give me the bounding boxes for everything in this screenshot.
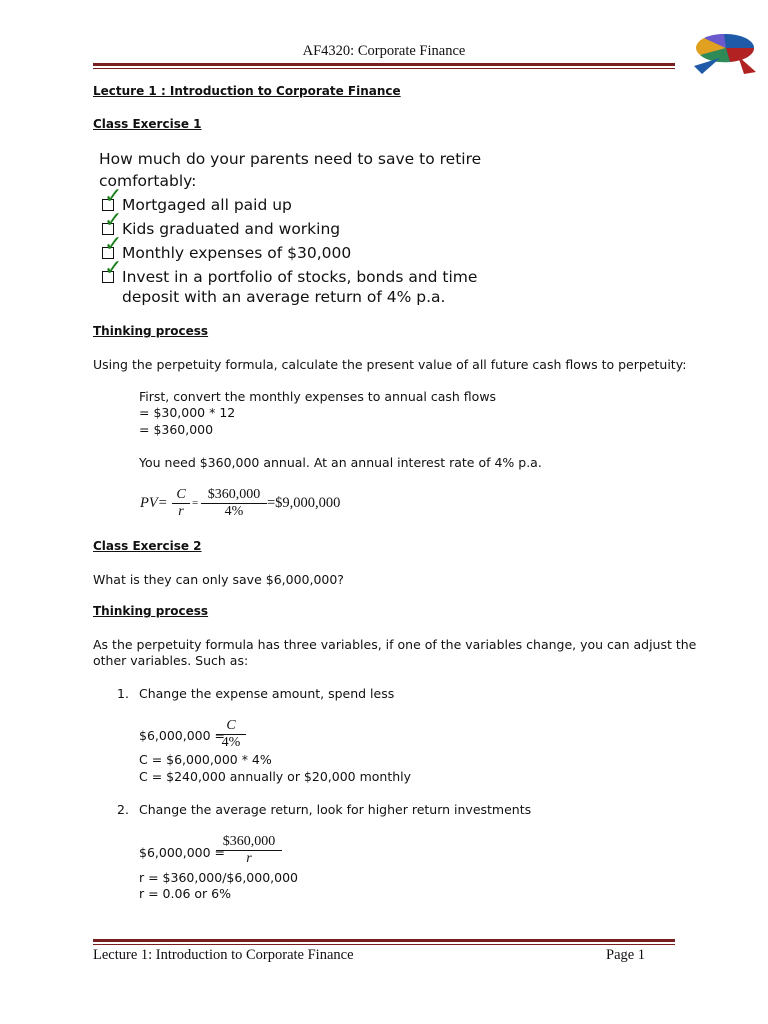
checkmark-icon: ✓ (104, 208, 123, 233)
list-item-number: 2. (117, 802, 129, 817)
checkmark-icon: ✓ (104, 256, 123, 281)
thinking-process-2-heading: Thinking process (93, 604, 209, 618)
item-1-line-b: C = $240,000 annually or $20,000 monthly (139, 769, 412, 784)
thinking-process-2-intro-line2: other variables. Such as: (93, 653, 249, 668)
exercise-2-question: What is they can only save $6,000,000? (93, 572, 344, 587)
formula-equals: = (192, 497, 199, 509)
item-2-lhs: $6,000,000 = (139, 845, 226, 860)
lecture-title: Lecture 1 : Introduction to Corporate Finance (93, 84, 401, 98)
thinking-process-1-line3: = $360,000 (139, 422, 214, 437)
checkmark-icon: ✓ (104, 232, 123, 257)
footer-lecture-title: Lecture 1: Introduction to Corporate Finance (93, 947, 354, 963)
item-1-fraction-num: C (216, 718, 246, 735)
list-item-1-text: Change the expense amount, spend less (139, 686, 395, 701)
formula-c-over-r (172, 487, 190, 520)
footer-page-number: Page 1 (606, 947, 646, 963)
thinking-process-1-line4: You need $360,000 annual. At an annual interest rate of 4% p.a. (139, 455, 542, 470)
item-1-fraction (216, 718, 246, 751)
exercise-1-item-2: Kids graduated and working (122, 220, 341, 238)
logo-slice-out2 (738, 56, 756, 74)
formula-value-fraction (201, 487, 267, 520)
header-rule-thick (93, 63, 675, 66)
footer-rule-thin (93, 944, 675, 945)
formula-r: r (178, 504, 184, 519)
item-2-line-a: r = $360,000/$6,000,000 (139, 870, 298, 885)
footer-rule-thick (93, 939, 675, 942)
item-1-lhs: $6,000,000 = (139, 728, 226, 743)
item-2-line-b: r = 0.06 or 6% (139, 886, 231, 901)
header-rule-thin (93, 68, 675, 69)
thinking-process-2-intro-line1: As the perpetuity formula has three variables, if one of the variables change, you can adjust the (93, 637, 697, 652)
formula-c: C (172, 487, 190, 504)
item-1-fraction-den: 4% (221, 735, 241, 750)
list-item-number: 1. (117, 686, 129, 701)
thinking-process-1-line1: First, convert the monthly expenses to annual cash flows (139, 389, 497, 404)
item-2-fraction-num: $360,000 (216, 834, 282, 851)
item-1-line-a: C = $6,000,000 * 4% (139, 752, 272, 767)
thinking-process-1-heading: Thinking process (93, 324, 209, 338)
thinking-process-1-intro: Using the perpetuity formula, calculate the present value of all future cash flows to perpetuity: (93, 357, 687, 372)
item-2-fraction-den: r (246, 851, 252, 866)
formula-result: =$9,000,000 (267, 495, 341, 511)
exercise-1-question-line1: How much do your parents need to save to retire (99, 150, 482, 168)
page-header-title: AF4320: Corporate Finance (302, 43, 466, 59)
thinking-process-1-line2: = $30,000 * 12 (139, 405, 236, 420)
list-item-2-text: Change the average return, look for higher return investments (139, 802, 532, 817)
exercise-1-item-4: Invest in a portfolio of stocks, bonds and time (122, 268, 478, 286)
exercise-1-item-1: Mortgaged all paid up (122, 196, 292, 214)
item-2-fraction (216, 834, 282, 867)
exercise-2-heading: Class Exercise 2 (93, 539, 202, 553)
exercise-1-question-line2: comfortably: (99, 172, 197, 190)
exercise-1-item-3: Monthly expenses of $30,000 (122, 244, 352, 262)
pie-chart-logo (690, 22, 762, 78)
formula-value-num: $360,000 (201, 487, 267, 504)
formula-value-den: 4% (224, 504, 244, 519)
checkmark-icon: ✓ (104, 184, 123, 209)
exercise-1-item-4-cont: deposit with an average return of 4% p.a. (122, 288, 446, 306)
formula-pv: PV= (140, 495, 168, 511)
exercise-1-heading: Class Exercise 1 (93, 117, 202, 131)
logo-slice-out (694, 58, 720, 74)
